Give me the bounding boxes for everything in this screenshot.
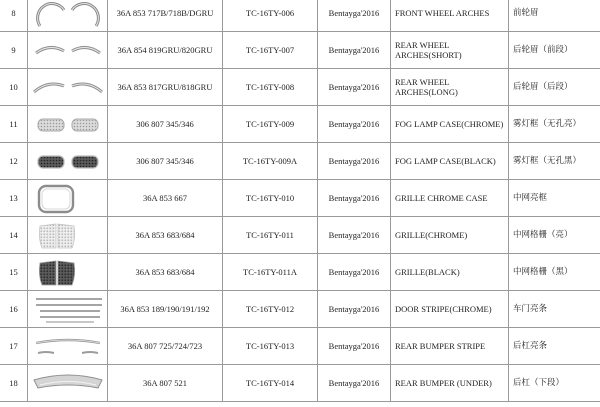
row-number: 15 [0, 254, 28, 291]
car-model: Bentayga'2016 [318, 32, 391, 69]
front-wheel-arches-icon [28, 0, 108, 30]
oem-number: 36A 807 725/724/723 [108, 328, 223, 365]
grille-chrome-case-icon [28, 181, 108, 215]
product-code: TC-16TY-008 [223, 69, 318, 106]
oem-number: 36A 853 189/190/191/192 [108, 291, 223, 328]
part-image-cell [28, 254, 108, 291]
english-name: FRONT WHEEL ARCHES [391, 0, 509, 32]
table-row [0, 328, 600, 365]
product-code: TC-16TY-014 [223, 365, 318, 402]
car-model: Bentayga'2016 [318, 69, 391, 106]
product-code: TC-16TY-010 [223, 180, 318, 217]
row-number: 13 [0, 180, 28, 217]
rear-bumper-stripe-icon [28, 329, 108, 363]
car-model: Bentayga'2016 [318, 0, 391, 32]
table-row [0, 106, 600, 143]
car-model: Bentayga'2016 [318, 180, 391, 217]
table-row [0, 254, 600, 291]
row-number: 10 [0, 69, 28, 106]
oem-number: 36A 853 667 [108, 180, 223, 217]
english-name: GRILLE(CHROME) [391, 217, 509, 254]
table-row [0, 0, 600, 32]
table-row [0, 180, 600, 217]
car-model: Bentayga'2016 [318, 291, 391, 328]
row-number: 18 [0, 365, 28, 402]
rear-wheel-arches-short-icon [28, 33, 108, 67]
car-model: Bentayga'2016 [318, 217, 391, 254]
english-name: GRILLE CHROME CASE [391, 180, 509, 217]
product-code: TC-16TY-009A [223, 143, 318, 180]
part-image-cell [28, 328, 108, 365]
english-name: FOG LAMP CASE(CHROME) [391, 106, 509, 143]
chinese-name: 中网亮框 [509, 180, 600, 217]
product-code: TC-16TY-009 [223, 106, 318, 143]
english-name: FOG LAMP CASE(BLACK) [391, 143, 509, 180]
door-stripe-chrome-icon [28, 292, 108, 326]
chinese-name: 雾灯框（无孔黑） [509, 143, 600, 180]
car-model: Bentayga'2016 [318, 254, 391, 291]
table-row [0, 291, 600, 328]
rear-bumper-under-icon [28, 366, 108, 400]
table-row [0, 143, 600, 180]
part-image-cell [28, 69, 108, 106]
chinese-name: 中网格栅（亮） [509, 217, 600, 254]
oem-number: 36A 854 819GRU/820GRU [108, 32, 223, 69]
english-name: GRILLE(BLACK) [391, 254, 509, 291]
fog-lamp-case-chrome-icon [28, 107, 108, 141]
row-number: 11 [0, 106, 28, 143]
product-code: TC-16TY-007 [223, 32, 318, 69]
chinese-name: 中网格栅（黑） [509, 254, 600, 291]
part-image-cell [28, 365, 108, 402]
oem-number: 36A 807 521 [108, 365, 223, 402]
chinese-name: 车门亮条 [509, 291, 600, 328]
part-image-cell [28, 32, 108, 69]
part-image-cell [28, 0, 108, 32]
oem-number: 306 807 345/346 [108, 143, 223, 180]
chinese-name: 雾灯框（无孔亮） [509, 106, 600, 143]
row-number: 8 [0, 0, 28, 32]
chinese-name: 前轮眉 [509, 0, 600, 32]
oem-number: 36A 853 683/684 [108, 217, 223, 254]
product-code: TC-16TY-013 [223, 328, 318, 365]
part-image-cell [28, 180, 108, 217]
product-code: TC-16TY-011A [223, 254, 318, 291]
table-row [0, 32, 600, 69]
row-number: 14 [0, 217, 28, 254]
oem-number: 36A 853 717B/718B/DGRU [108, 0, 223, 32]
part-image-cell [28, 106, 108, 143]
english-name: REAR BUMPER STRIPE [391, 328, 509, 365]
part-image-cell [28, 291, 108, 328]
row-number: 16 [0, 291, 28, 328]
chinese-name: 后杠亮条 [509, 328, 600, 365]
row-number: 9 [0, 32, 28, 69]
car-model: Bentayga'2016 [318, 106, 391, 143]
english-name: REAR BUMPER (UNDER) [391, 365, 509, 402]
product-code: TC-16TY-011 [223, 217, 318, 254]
english-name: REAR WHEEL ARCHES(SHORT) [391, 32, 509, 69]
fog-lamp-case-black-icon [28, 144, 108, 178]
english-name: REAR WHEEL ARCHES(LONG) [391, 69, 509, 106]
table-row [0, 69, 600, 106]
product-code: TC-16TY-012 [223, 291, 318, 328]
chinese-name: 后杠（下段） [509, 365, 600, 402]
car-model: Bentayga'2016 [318, 143, 391, 180]
chinese-name: 后轮眉（前段） [509, 32, 600, 69]
grille-chrome-icon [28, 218, 108, 252]
table-row [0, 365, 600, 402]
oem-number: 306 807 345/346 [108, 106, 223, 143]
part-image-cell [28, 143, 108, 180]
car-model: Bentayga'2016 [318, 328, 391, 365]
row-number: 12 [0, 143, 28, 180]
grille-black-icon [28, 255, 108, 289]
rear-wheel-arches-long-icon [28, 70, 108, 104]
chinese-name: 后轮眉（后段） [509, 69, 600, 106]
english-name: DOOR STRIPE(CHROME) [391, 291, 509, 328]
oem-number: 36A 853 683/684 [108, 254, 223, 291]
product-code: TC-16TY-006 [223, 0, 318, 32]
oem-number: 36A 853 817GRU/818GRU [108, 69, 223, 106]
row-number: 17 [0, 328, 28, 365]
part-image-cell [28, 217, 108, 254]
table-row [0, 217, 600, 254]
car-model: Bentayga'2016 [318, 365, 391, 402]
